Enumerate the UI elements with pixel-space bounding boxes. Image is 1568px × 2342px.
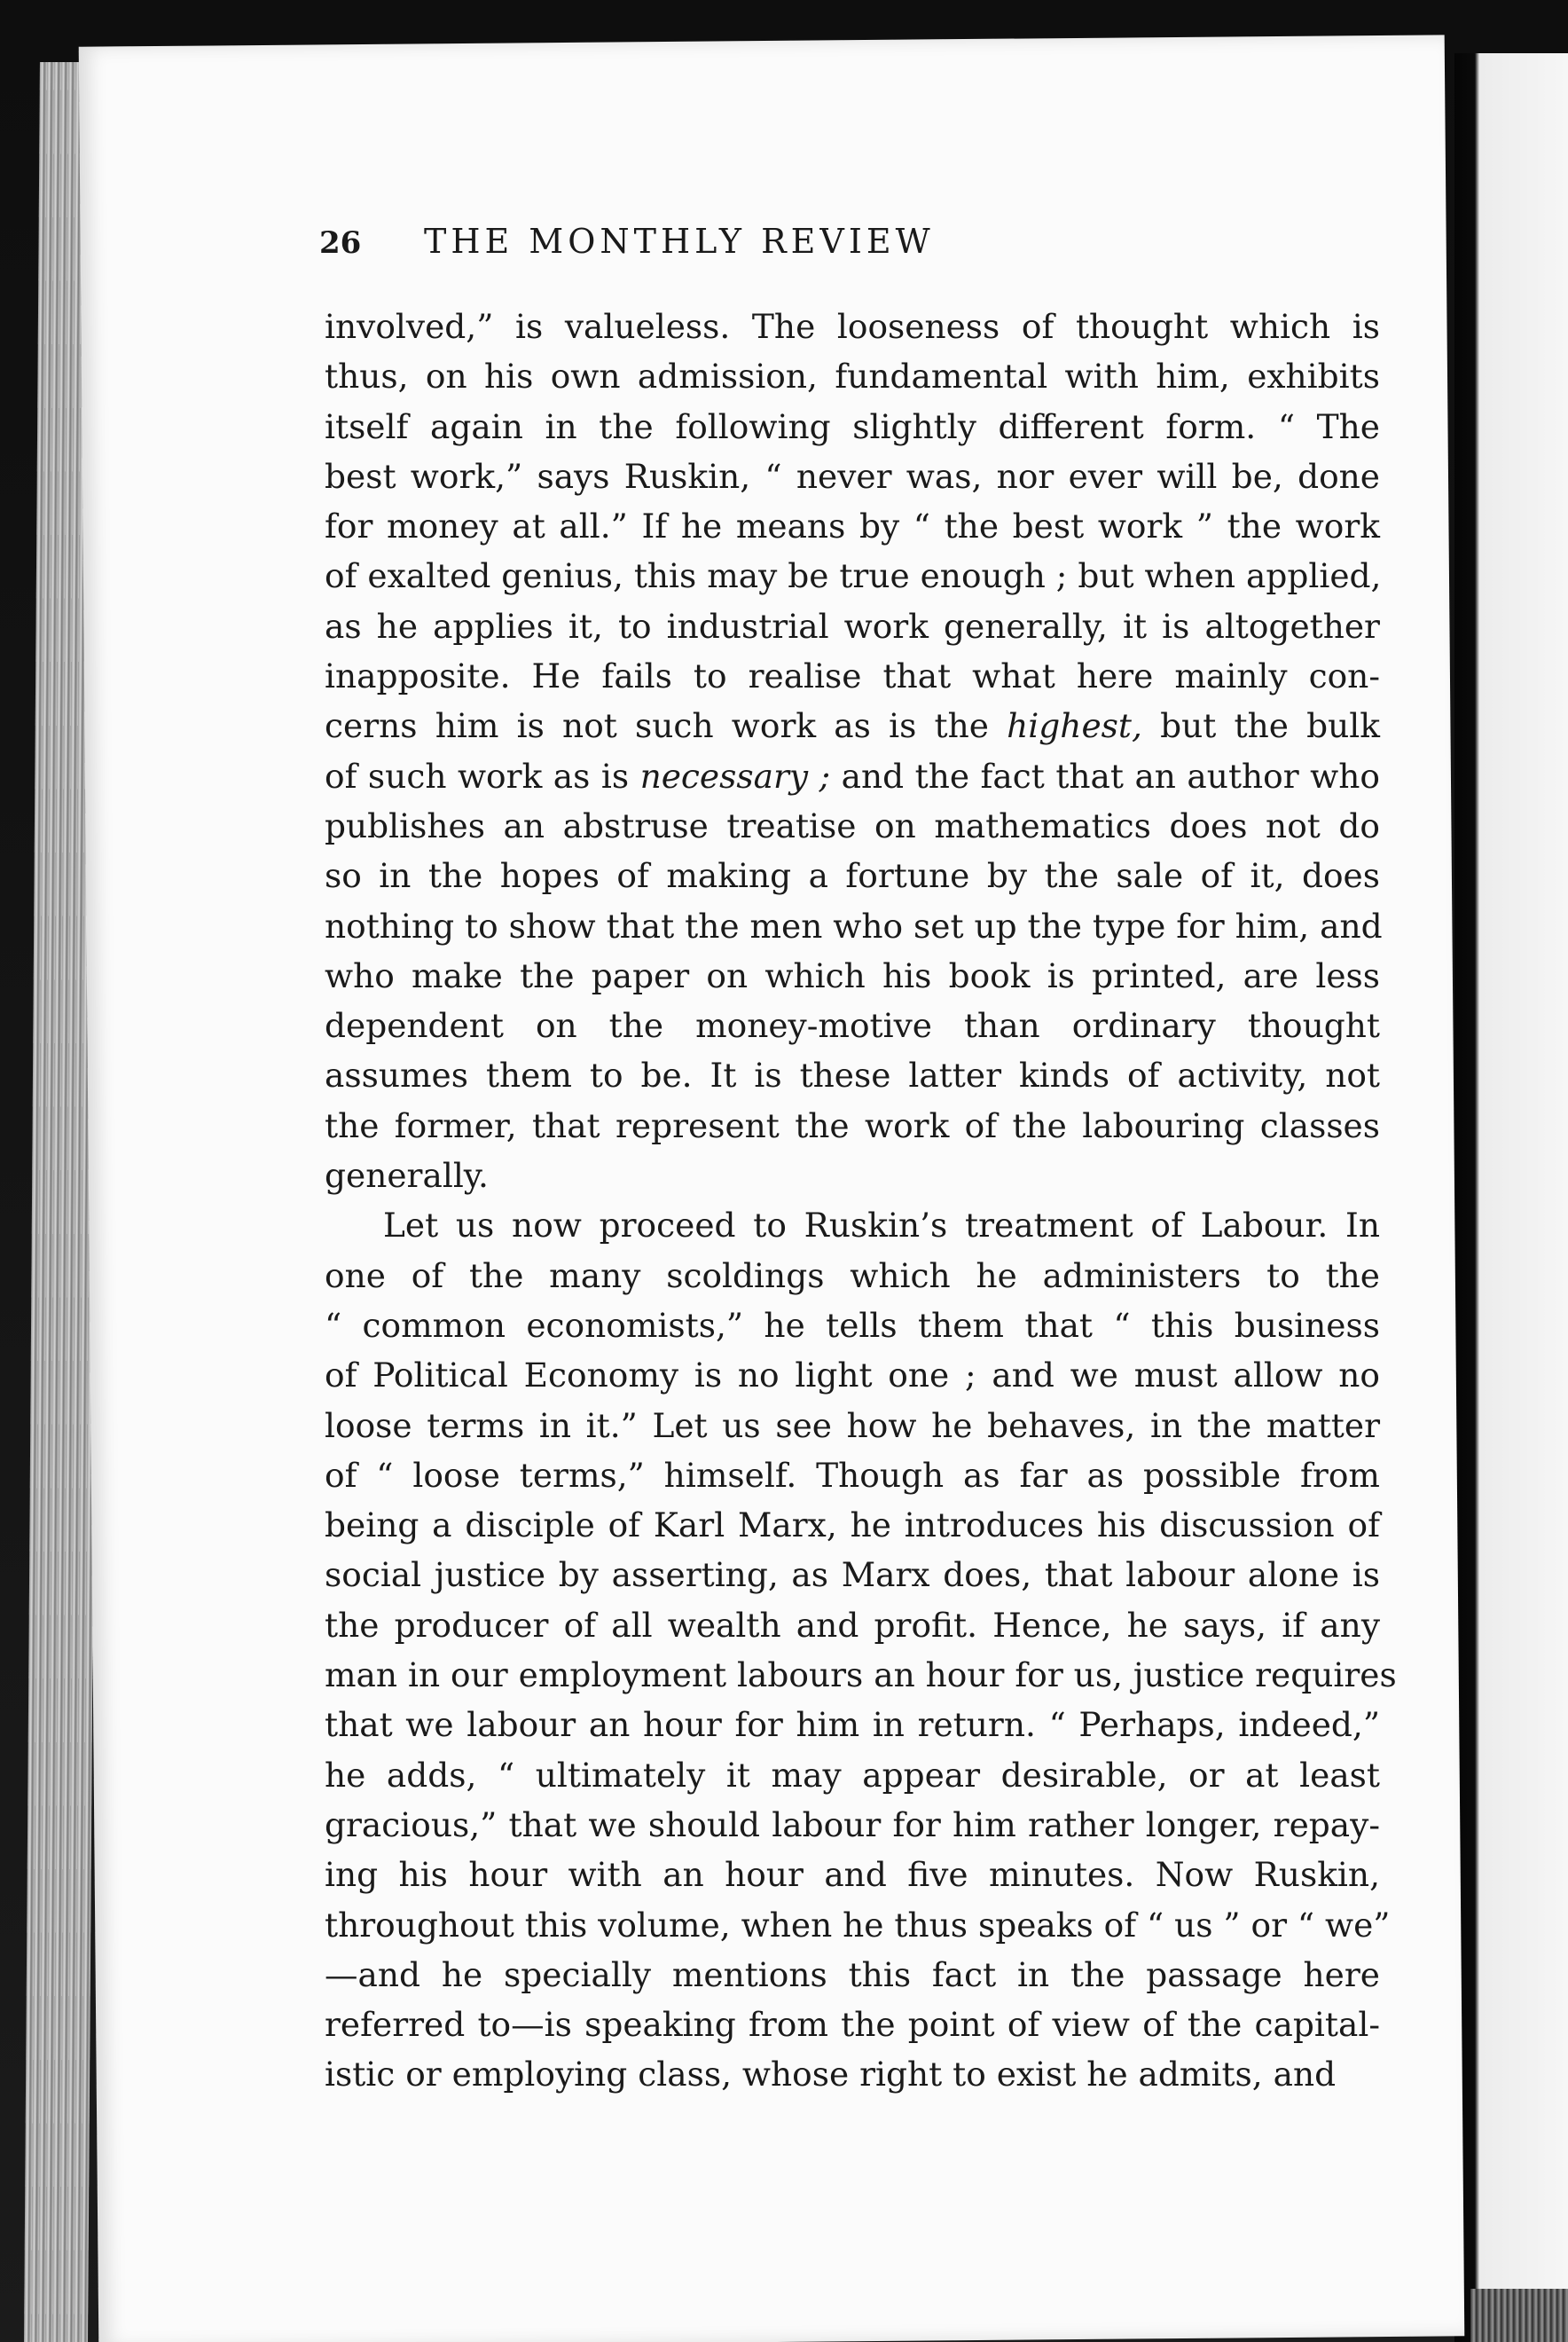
text-line: social justice by asserting, as Marx does, that labour alone is — [325, 1555, 1380, 1595]
facing-page-edge — [1454, 53, 1568, 2342]
text-line: nothing to show that the men who set up the type for him, and — [325, 906, 1383, 946]
text-line: throughout this volume, when he thus speaks of “ us ” or “ we” — [325, 1905, 1391, 1945]
text-line: dependent on the money-motive than ordinary thought — [325, 1006, 1380, 1046]
body-text — [236, 302, 1397, 2100]
text-line: the former, that represent the work of the labouring classes — [325, 1105, 1380, 1145]
text-line: man in our employment labours an hour for us, justice requires — [325, 1655, 1397, 1695]
text-line: referred to—is speaking from the point of view of the capital- — [325, 2005, 1380, 2045]
text-line: of such work as is necessary ; and the fact that an author who — [325, 756, 1380, 796]
paragraph — [236, 302, 1383, 1200]
text-line: being a disciple of Karl Marx, he introduces his discussion of — [325, 1505, 1380, 1545]
text-line: “ common economists,” he tells them that “ this business — [325, 1305, 1380, 1345]
text-line: istic or employing class, whose right to exist he admits, and — [325, 2055, 1337, 2094]
text-line: who make the paper on which his book is printed, are less — [325, 955, 1380, 995]
text-line: Let us now proceed to Ruskin’s treatment of Labour. In — [383, 1206, 1380, 1246]
text-line: thus, on his own admission, fundamental with him, exhibits — [325, 357, 1380, 397]
paragraph — [236, 1200, 1397, 2099]
text-line: he adds, “ ultimately it may appear desirable, or at least — [325, 1755, 1380, 1795]
text-line: inapposite. He fails to realise that what here mainly con- — [325, 656, 1380, 696]
text-line: so in the hopes of making a fortune by the sale of it, does — [325, 856, 1380, 896]
page-content — [236, 222, 1397, 2100]
text-line: as he applies it, to industrial work generally, it is altogether — [325, 606, 1380, 646]
text-line: assumes them to be. It is these latter kinds of activity, not — [325, 1056, 1380, 1096]
page-edges-right — [1470, 2289, 1568, 2342]
running-title: THE MONTHLY REVIEW — [424, 222, 935, 261]
text-line: for money at all.” If he means by “ the best work ” the work — [325, 507, 1380, 546]
text-line: of Political Economy is no light one ; and we must allow no — [325, 1356, 1380, 1395]
text-line: the producer of all wealth and profit. Hence, he says, if any — [325, 1605, 1380, 1645]
page-number: 26 — [319, 225, 362, 261]
text-line: gracious,” that we should labour for him rather longer, repay- — [325, 1804, 1380, 1844]
text-line: of “ loose terms,” himself. Though as far as possible from — [325, 1455, 1380, 1495]
text-line: itself again in the following slightly different form. “ The — [325, 406, 1380, 446]
text-line: generally. — [325, 1156, 489, 1196]
text-line: of exalted genius, this may be true enough ; but when applied, — [325, 556, 1382, 596]
text-line: involved,” is valueless. The looseness of thought which is — [325, 307, 1380, 346]
text-line: that we labour an hour for him in return. “ Perhaps, indeed,” — [325, 1705, 1380, 1745]
text-line: best work,” says Ruskin, “ never was, nor ever will be, done — [325, 456, 1380, 496]
text-line: one of the many scoldings which he administers to the — [325, 1255, 1380, 1295]
text-line: cerns him is not such work as is the highest, but the bulk — [325, 706, 1380, 746]
text-line: —and he specially mentions this fact in the passage here — [325, 1954, 1380, 1994]
running-head — [236, 222, 1380, 286]
text-line: publishes an abstruse treatise on mathematics does not do — [325, 806, 1380, 845]
text-line: ing his hour with an hour and five minutes. Now Ruskin, — [325, 1855, 1380, 1895]
text-line: loose terms in it.” Let us see how he behaves, in the matter — [325, 1405, 1380, 1445]
